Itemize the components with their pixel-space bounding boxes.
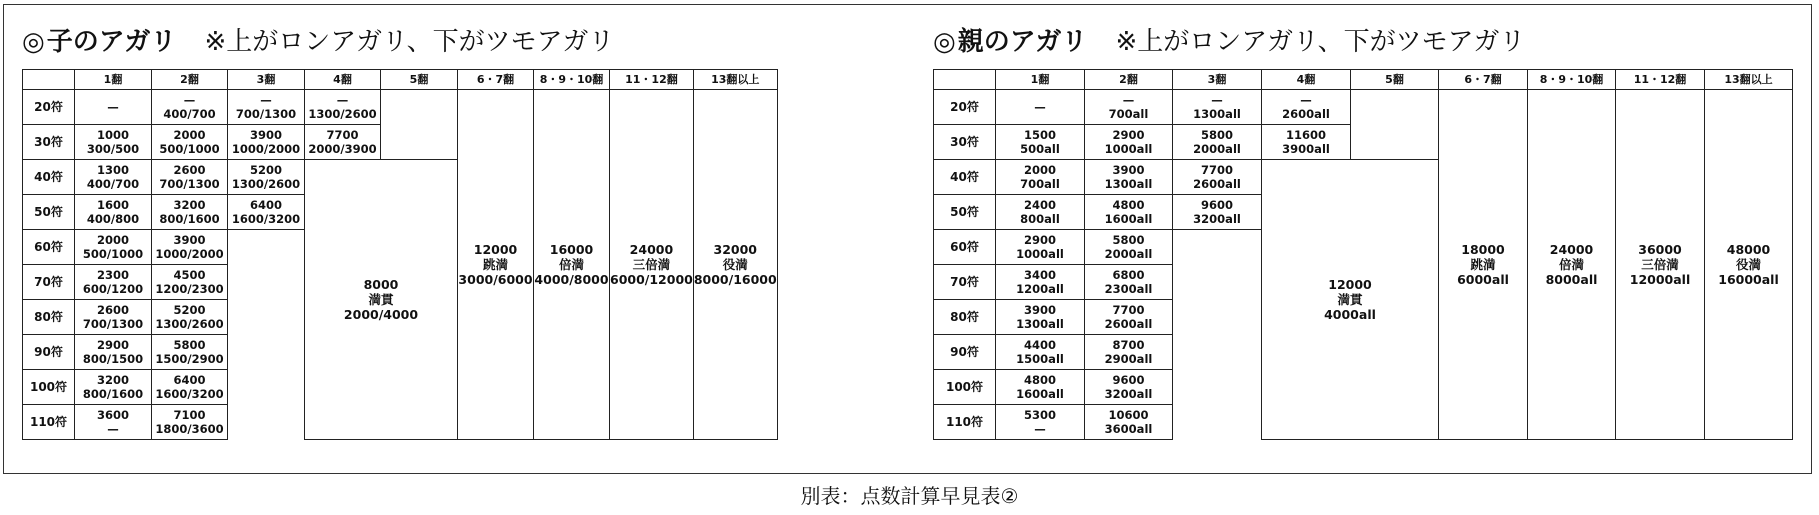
fu-label: 110符 [23, 405, 75, 440]
score-cell [152, 160, 228, 195]
ron-value: — [107, 100, 119, 114]
fu-label: 110符 [934, 405, 996, 440]
tsumo-value: 3900all [1282, 142, 1330, 156]
ron-value: — [260, 93, 272, 107]
score-cell [1085, 125, 1173, 160]
mangan-tsumo: 4000all [1324, 307, 1376, 322]
tsumo-value: 2900all [1104, 352, 1153, 366]
tsumo-value: 1300all [1016, 317, 1064, 331]
parent-corner-cell [934, 70, 996, 90]
ron-value: 10600 [1108, 408, 1149, 422]
ron-value: 9600 [1200, 198, 1233, 212]
ron-value: 1000 [96, 128, 129, 142]
score-cell [152, 370, 228, 405]
tsumo-value: 1500/2900 [155, 352, 224, 366]
score-cell [228, 195, 305, 230]
tsumo-value: 1300/2600 [231, 177, 301, 191]
ron-value: — [1034, 100, 1046, 114]
figure-caption: 別表：点数計算早見表② [800, 484, 1019, 508]
fu-label: 30符 [23, 125, 75, 160]
score-cell [75, 405, 152, 440]
parent-header-han: 8・9・10翻 [1528, 70, 1616, 90]
baiman-label: 倍満 [1558, 257, 1584, 272]
empty-cell [381, 90, 458, 160]
fu-label: 90符 [23, 335, 75, 370]
tsumo-value: 2300all [1104, 282, 1153, 296]
tsumo-value: — [1034, 422, 1046, 436]
score-cell [996, 195, 1085, 230]
tsumo-value: 300/500 [86, 142, 140, 156]
baiman-cell [1528, 90, 1616, 440]
tsumo-value: 3600all [1104, 422, 1153, 436]
ron-value: 2400 [1023, 198, 1056, 212]
fu-label: 80符 [934, 300, 996, 335]
score-cell [1085, 405, 1173, 440]
sanbaiman-cell [1616, 90, 1705, 440]
tsumo-value: 400/700 [86, 177, 140, 191]
ron-value: 4800 [1112, 198, 1145, 212]
fu-label: 70符 [23, 265, 75, 300]
score-cell [228, 90, 305, 125]
ron-value: — [1122, 93, 1135, 107]
ron-value: 2000 [1023, 163, 1056, 177]
score-cell [75, 265, 152, 300]
score-cell [1085, 90, 1173, 125]
tsumo-value: 400/800 [86, 212, 140, 226]
mangan-cell [1262, 160, 1439, 440]
ron-value: 6400 [173, 373, 206, 387]
tsumo-value: 700all [1020, 177, 1060, 191]
child-header-han: 5翻 [381, 70, 458, 90]
yakuman-ron: 48000 [1726, 242, 1771, 257]
sanbaiman-ron: 36000 [1638, 242, 1682, 257]
tsumo-value: 400/700 [163, 107, 216, 121]
sanbaiman-label: 三倍満 [632, 257, 671, 272]
ron-value: 2900 [1023, 233, 1056, 247]
ron-value: 7700 [1112, 303, 1145, 317]
ron-value: 7100 [173, 408, 206, 422]
tsumo-value: 800/1600 [82, 387, 144, 401]
fu-label: 100符 [23, 370, 75, 405]
ron-value: 5800 [1112, 233, 1145, 247]
yakuman-tsumo: 8000/16000 [693, 272, 777, 287]
score-cell [1085, 265, 1173, 300]
score-cell [1262, 125, 1351, 160]
sanbaiman-label: 三倍満 [1641, 257, 1679, 272]
ron-value: 2300 [96, 268, 129, 282]
ron-value: 5800 [173, 338, 206, 352]
parent-header-han: 2翻 [1085, 70, 1173, 90]
tsumo-value: 800all [1020, 212, 1060, 226]
haneman-label: 跳満 [482, 257, 508, 272]
score-cell [996, 335, 1085, 370]
score-cell [1173, 195, 1262, 230]
child-header-han: 1翻 [75, 70, 152, 90]
tsumo-value: 1000/2000 [231, 142, 301, 156]
tsumo-value: 700/1300 [159, 177, 220, 191]
ron-value: 3900 [249, 128, 282, 142]
ron-value: 3200 [173, 198, 206, 212]
haneman-tsumo: 6000all [1457, 272, 1509, 287]
score-cell [996, 370, 1085, 405]
tsumo-value: 1500all [1016, 352, 1064, 366]
fu-label: 60符 [934, 230, 996, 265]
tsumo-value: — [107, 422, 119, 436]
tsumo-value: 2000all [1193, 142, 1241, 156]
ron-value: 3400 [1023, 268, 1056, 282]
fu-label: 40符 [23, 160, 75, 195]
score-cell [228, 125, 305, 160]
score-cell [1085, 335, 1173, 370]
score-cell [152, 265, 228, 300]
score-cell [996, 90, 1085, 125]
baiman-ron: 16000 [549, 242, 594, 257]
mangan-label: 満貫 [1337, 292, 1363, 307]
parent-score-table [933, 69, 1793, 440]
score-cell [75, 370, 152, 405]
ron-value: 11600 [1285, 128, 1326, 142]
fu-label: 20符 [934, 90, 996, 125]
mangan-label: 満貫 [368, 292, 394, 307]
score-cell [152, 405, 228, 440]
tsumo-value: 1200/2300 [155, 282, 224, 296]
tsumo-value: 2000/3900 [308, 142, 377, 156]
score-cell [1262, 90, 1351, 125]
sanbaiman-ron: 24000 [629, 242, 674, 257]
sanbaiman-tsumo: 6000/12000 [610, 272, 693, 287]
baiman-cell [534, 90, 610, 440]
score-cell [75, 230, 152, 265]
tsumo-value: 3200all [1193, 212, 1241, 226]
empty-cell [1351, 90, 1439, 160]
tsumo-value: 1300/2600 [308, 107, 377, 121]
child-header-han: 8・9・10翻 [534, 70, 610, 90]
tsumo-value: 2600all [1104, 317, 1153, 331]
tsumo-value: 800/1500 [82, 352, 144, 366]
mangan-cell [305, 160, 458, 440]
tsumo-value: 1300/2600 [155, 317, 224, 331]
score-cell [152, 125, 228, 160]
ron-value: — [1300, 93, 1312, 107]
parent-header-row [934, 70, 1793, 90]
ron-value: 2900 [96, 338, 129, 352]
child-header-row [23, 70, 778, 90]
ron-value: 3600 [96, 408, 129, 422]
ron-value: 3900 [1112, 163, 1145, 177]
score-cell [1173, 90, 1262, 125]
ron-value: 7700 [1200, 163, 1233, 177]
haneman-cell [458, 90, 534, 440]
score-cell [996, 300, 1085, 335]
tsumo-value: 600/1200 [82, 282, 144, 296]
ron-value: 2000 [173, 128, 206, 142]
score-cell [305, 125, 381, 160]
empty-cell [228, 230, 305, 440]
ron-value: 9600 [1112, 373, 1145, 387]
child-panel [22, 23, 778, 440]
parent-header-han: 6・7翻 [1439, 70, 1528, 90]
score-cell [75, 335, 152, 370]
parent-header-han: 1翻 [996, 70, 1085, 90]
score-cell [1173, 160, 1262, 195]
tsumo-value: 2600all [1193, 177, 1241, 191]
score-cell [152, 195, 228, 230]
parent-header-han: 11・12翻 [1616, 70, 1705, 90]
ron-value: — [183, 93, 196, 107]
yakuman-tsumo: 16000all [1718, 272, 1779, 287]
score-cell [1085, 370, 1173, 405]
ron-value: 8700 [1112, 338, 1145, 352]
child-header-han: 6・7翻 [458, 70, 534, 90]
yakuman-label: 役満 [1735, 257, 1761, 272]
child-note: ※上がロンアガリ、下がツモアガリ [204, 27, 615, 57]
tsumo-value: 1600all [1016, 387, 1064, 401]
fu-label: 50符 [23, 195, 75, 230]
baiman-label: 倍満 [558, 257, 584, 272]
haneman-ron: 18000 [1461, 242, 1505, 257]
tsumo-value: 700/1300 [82, 317, 144, 331]
score-cell [996, 160, 1085, 195]
fu-label: 80符 [23, 300, 75, 335]
ron-value: 2600 [96, 303, 129, 317]
parent-header-han: 5翻 [1351, 70, 1439, 90]
child-header-han: 13翻以上 [693, 70, 777, 90]
tsumo-value: 1200all [1016, 282, 1064, 296]
ron-value: 6400 [249, 198, 282, 212]
ron-value: 4800 [1023, 373, 1056, 387]
ron-value: 4500 [173, 268, 206, 282]
child-header-han: 2翻 [152, 70, 228, 90]
ron-value: — [336, 93, 349, 107]
ron-value: 6800 [1112, 268, 1145, 282]
fu-label: 30符 [934, 125, 996, 160]
tsumo-value: 700/1300 [235, 107, 297, 121]
tsumo-value: 500all [1020, 142, 1060, 156]
ron-value: 5200 [173, 303, 206, 317]
ron-value: 7700 [326, 128, 359, 142]
ron-value: 1500 [1023, 128, 1056, 142]
tsumo-value: 1000all [1016, 247, 1064, 261]
baiman-tsumo: 8000all [1545, 272, 1598, 287]
score-cell [996, 230, 1085, 265]
haneman-ron: 12000 [473, 242, 518, 257]
parent-title [933, 23, 1793, 61]
mangan-ron: 8000 [363, 277, 399, 292]
tsumo-value: 1600/3200 [231, 212, 301, 226]
score-cell [75, 90, 152, 125]
score-cell [996, 265, 1085, 300]
score-cell [75, 300, 152, 335]
parent-header-han: 4翻 [1262, 70, 1351, 90]
score-cell [152, 335, 228, 370]
child-title-mark: ◎ [22, 27, 45, 57]
haneman-cell [1439, 90, 1528, 440]
score-cell [152, 230, 228, 265]
page-frame [3, 4, 1812, 474]
child-title-main: 子のアガリ [46, 27, 177, 57]
tsumo-value: 3200all [1104, 387, 1153, 401]
tsumo-value: 800/1600 [159, 212, 220, 226]
score-cell [1085, 300, 1173, 335]
child-header-han: 4翻 [305, 70, 381, 90]
fu-label: 70符 [934, 265, 996, 300]
baiman-ron: 24000 [1549, 242, 1594, 257]
sanbaiman-tsumo: 12000all [1629, 272, 1691, 287]
score-cell [75, 160, 152, 195]
ron-value: 4400 [1023, 338, 1056, 352]
tsumo-value: 1300all [1193, 107, 1241, 121]
tsumo-value: 2600all [1282, 107, 1330, 121]
ron-value: 3200 [96, 373, 129, 387]
parent-header-han: 3翻 [1173, 70, 1262, 90]
score-cell [75, 125, 152, 160]
yakuman-cell [693, 90, 777, 440]
child-score-table [22, 69, 778, 440]
fu-label: 100符 [934, 370, 996, 405]
tsumo-value: 1000/2000 [155, 247, 224, 261]
mangan-tsumo: 2000/4000 [343, 307, 419, 322]
score-cell [75, 195, 152, 230]
score-cell [1085, 230, 1173, 265]
score-cell [1085, 160, 1173, 195]
tsumo-value: 1600all [1104, 212, 1153, 226]
parent-title-main: 親のアガリ [957, 27, 1088, 57]
tsumo-value: 1800/3600 [155, 422, 224, 436]
tsumo-value: 1000all [1104, 142, 1153, 156]
tsumo-value: 500/1000 [82, 247, 144, 261]
sanbaiman-cell [610, 90, 694, 440]
parent-panel [933, 23, 1793, 440]
parent-header-han: 13翻以上 [1705, 70, 1793, 90]
score-cell [305, 90, 381, 125]
ron-value: 3900 [1023, 303, 1056, 317]
score-cell [152, 90, 228, 125]
fu-label: 50符 [934, 195, 996, 230]
yakuman-ron: 32000 [713, 242, 758, 257]
yakuman-cell [1705, 90, 1793, 440]
ron-value: 3900 [173, 233, 206, 247]
child-corner-cell [23, 70, 75, 90]
score-cell [1173, 125, 1262, 160]
table-row [23, 90, 778, 125]
ron-value: 2600 [173, 163, 206, 177]
child-header-han: 11・12翻 [610, 70, 694, 90]
table-row [934, 90, 1793, 125]
tsumo-value: 500/1000 [159, 142, 220, 156]
score-cell [152, 300, 228, 335]
yakuman-label: 役満 [722, 257, 748, 272]
fu-label: 20符 [23, 90, 75, 125]
ron-value: 2900 [1112, 128, 1145, 142]
empty-cell [1173, 230, 1262, 440]
parent-title-mark: ◎ [933, 27, 956, 57]
parent-note: ※上がロンアガリ、下がツモアガリ [1115, 27, 1526, 57]
score-cell [996, 125, 1085, 160]
tsumo-value: 700all [1108, 107, 1149, 121]
ron-value: 5300 [1023, 408, 1056, 422]
child-title [22, 23, 778, 61]
fu-label: 90符 [934, 335, 996, 370]
score-cell [996, 405, 1085, 440]
tsumo-value: 1300all [1104, 177, 1153, 191]
ron-value: 2000 [96, 233, 129, 247]
haneman-tsumo: 3000/6000 [458, 272, 533, 287]
score-cell [228, 160, 305, 195]
tsumo-value: 2000all [1104, 247, 1153, 261]
score-cell [1085, 195, 1173, 230]
ron-value: 5800 [1200, 128, 1233, 142]
tsumo-value: 1600/3200 [155, 387, 224, 401]
haneman-label: 跳満 [1470, 257, 1496, 272]
ron-value: 1600 [96, 198, 129, 212]
ron-value: — [1211, 93, 1223, 107]
baiman-tsumo: 4000/8000 [534, 272, 609, 287]
ron-value: 1300 [96, 163, 129, 177]
fu-label: 60符 [23, 230, 75, 265]
ron-value: 5200 [249, 163, 282, 177]
fu-label: 40符 [934, 160, 996, 195]
mangan-ron: 12000 [1328, 277, 1372, 292]
child-header-han: 3翻 [228, 70, 305, 90]
